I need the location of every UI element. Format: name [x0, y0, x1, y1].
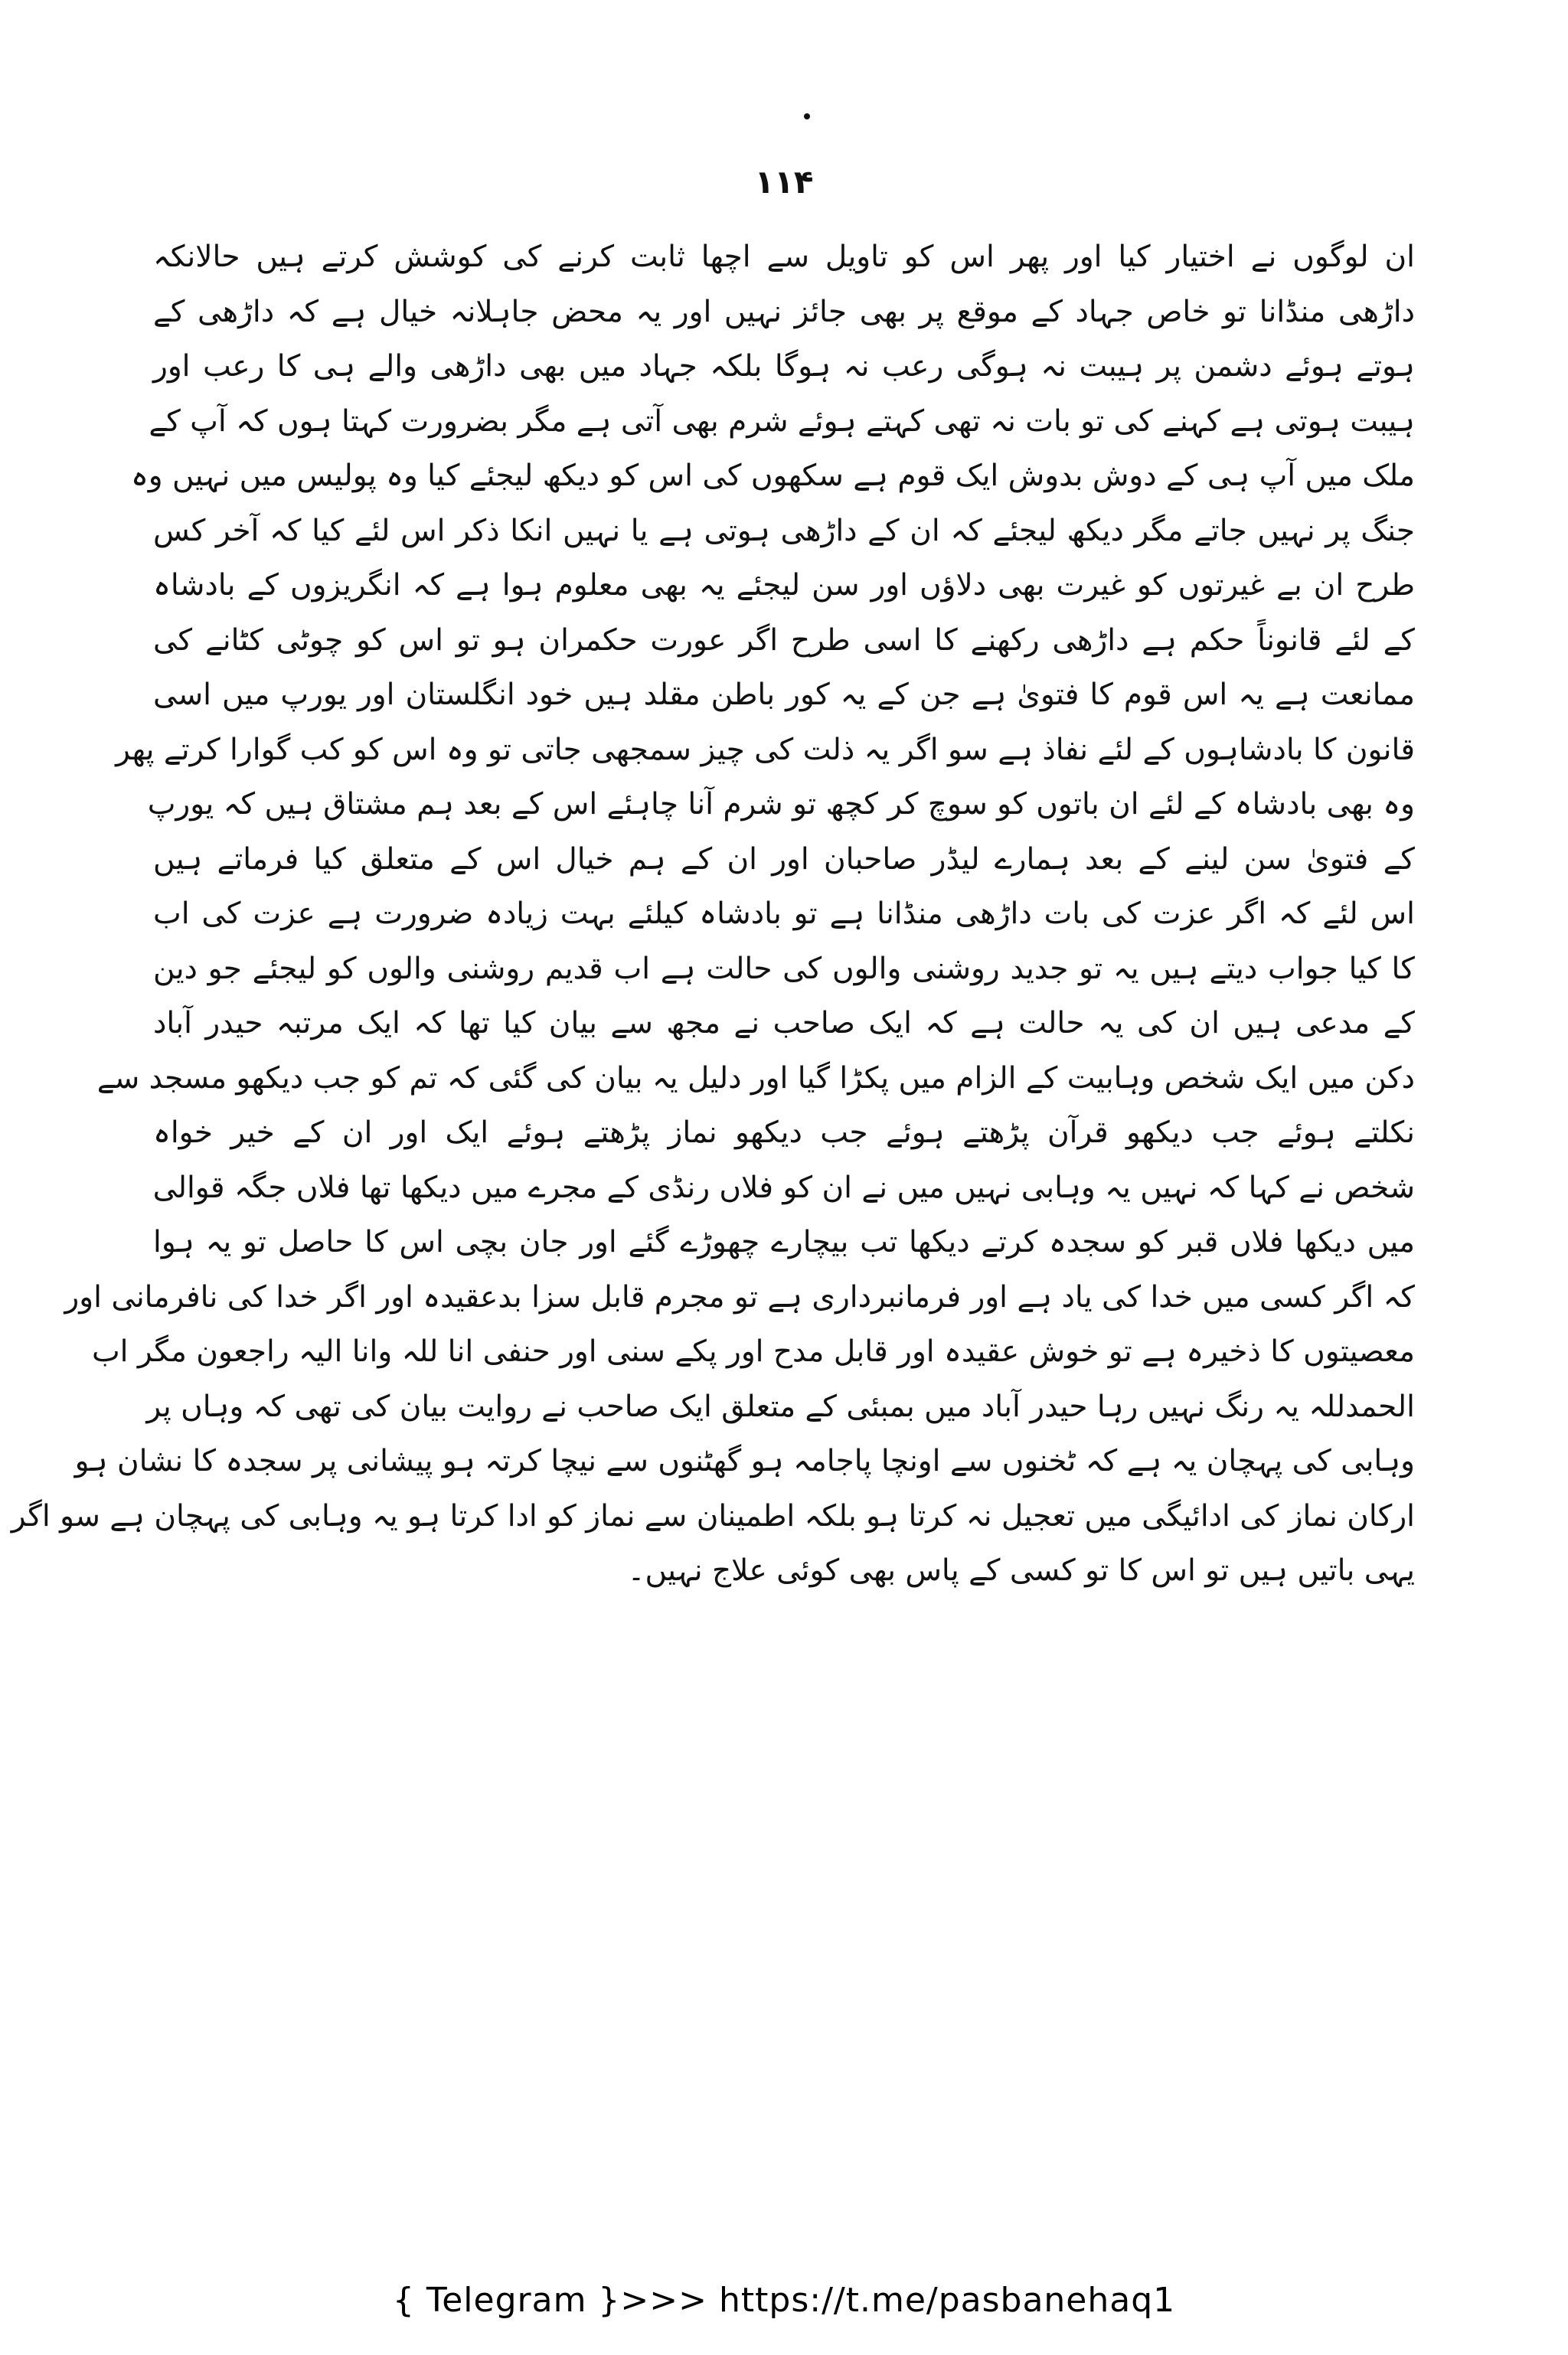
text-line: ان لوگوں نے اختیار کیا اور پھر اس کو تاویل سے اچھا ثابت کرنے کی کوشش کرتے ہیں حالانکہ — [153, 240, 1415, 274]
text-line: وہ بھی بادشاہ کے لئے ان باتوں کو سوچ کر کچھ تو شرم آنا چاہئے اس کے بعد ہم مشتاق ہیں کہ یورپ — [147, 787, 1415, 821]
text-line: اس لئے کہ اگر عزت کی بات داڑھی منڈانا ہے تو بادشاہ کیلئے بہت زیادہ ضرورت ہے عزت کی اب — [153, 897, 1415, 931]
body-text — [11, 230, 1415, 1599]
text-line: ارکان نماز کی ادائیگی میں تعجیل نہ کرتا ہو بلکہ اطمینان سے نماز کو ادا کرتا ہو یہ وہابی کی پہچان ہے سو اگر — [11, 1498, 1415, 1534]
text-line: کے لئے قانوناً حکم ہے داڑھی رکھنے کا اسی طرح اگر عورت حکمران ہو تو اس کو چوٹی کٹانے کی — [153, 622, 1415, 658]
text-line: الحمدللہ یہ رنگ نہیں رہا حیدر آباد میں بمبئی کے متعلق ایک صاحب نے روایت بیان کی تھی کہ وہاں پر — [146, 1389, 1415, 1424]
page-number: ۱۱۴ — [754, 163, 814, 201]
text-line: جنگ پر نہیں جاتے مگر دیکھ لیجئے کہ ان کے داڑھی ہوتی ہے یا نہیں انکا ذکر اس لئے کیا کہ آخر کس — [153, 513, 1415, 548]
text-line: کہ اگر کسی میں خدا کی یاد ہے اور فرمانبرداری ہے تو مجرم قابل سزا بدعقیدہ اور اگر خدا کی نافرمانی اور — [64, 1279, 1415, 1315]
telegram-footer-link[interactable]: { Telegram }>>> https://t.me/pasbanehaq1 — [392, 2281, 1176, 2320]
text-line: نکلتے ہوئے جب دیکھو قرآن پڑھتے ہوئے جب دیکھو نماز پڑھتے ہوئے ایک اور ان کے خیر خواہ — [153, 1115, 1415, 1150]
text-line: وہابی کی پہچان یہ ہے کہ ٹخنوں سے اونچا پاجامہ ہو گھٹنوں سے نیچا کرتہ ہو پیشانی پر سجدہ کا نشان ہو — [74, 1444, 1415, 1478]
text-line: میں دیکھا فلاں قبر کو سجدہ کرتے دیکھا تب بیچارے چھوڑے گئے اور جان بچی اس کا حاصل تو یہ ہوا — [153, 1225, 1415, 1259]
text-line: ہیبت ہوتی ہے کہنے کی تو بات نہ تھی کہتے ہوئے شرم بھی آتی ہے مگر بضرورت کہتا ہوں کہ آپ کے — [149, 403, 1415, 439]
text-line: ملک میں آپ ہی کے دوش بدوش ایک قوم ہے سکھوں کی اس کو دیکھ لیجئے کیا وہ پولیس میں نہیں وہ — [130, 459, 1415, 493]
text-line: ہوتے ہوئے دشمن پر ہیبت نہ ہوگی رعب نہ ہوگا بلکہ جہاد میں بھی داڑھی والے ہی کا رعب اور — [153, 349, 1415, 384]
text-line: یہی باتیں ہیں تو اس کا تو کسی کے پاس بھی کوئی علاج نہیں۔ — [627, 1553, 1415, 1588]
text-line: کا کیا جواب دیتے ہیں یہ تو جدید روشنی والوں کی حالت ہے اب قدیم روشنی والوں کو لیجئے جو دین — [153, 951, 1415, 986]
text-line: شخص نے کہا کہ نہیں یہ وہابی نہیں میں نے ان کو فلاں رنڈی کے مجرے میں دیکھا تھا فلاں جگہ قوالی — [152, 1170, 1415, 1205]
text-line: طرح ان بے غیرتوں کو غیرت بھی دلاؤں اور سن لیجئے یہ بھی معلوم ہوا ہے کہ انگریزوں کے بادشاہ — [153, 568, 1415, 603]
text-line: کے فتویٰ سن لینے کے بعد ہمارے لیڈر صاحبان اور ان کے ہم خیال اس کے متعلق کیا فرماتے ہیں — [153, 841, 1415, 877]
text-line: قانون کا بادشاہوں کے لئے نفاذ ہے سو اگر یہ ذلت کی چیز سمجھی جاتی تو وہ اس کو کب گوارا کرتے پھر — [116, 732, 1415, 767]
text-line: ممانعت ہے یہ اس قوم کا فتویٰ ہے جن کے یہ کور باطن مقلد ہیں خود انگلستان اور یورپ میں اسی — [153, 678, 1415, 712]
text-line: داڑھی منڈانا تو خاص جہاد کے موقع پر بھی جائز نہیں اور یہ محض جاہلانہ خیال ہے کہ داڑھی کے — [153, 294, 1415, 329]
text-line: معصیتوں کا ذخیرہ ہے تو خوش عقیدہ اور قابل مدح اور پکے سنی اور حنفی انا للہ وانا الیہ راجعون مگر اب — [91, 1334, 1415, 1369]
ink-dot — [804, 113, 810, 119]
text-line: دکن میں ایک شخص وہابیت کے الزام میں پکڑا گیا اور دلیل یہ بیان کی گئی کہ تم کو جب دیکھو مسجد سے — [96, 1060, 1415, 1096]
text-line: کے مدعی ہیں ان کی یہ حالت ہے کہ ایک صاحب نے مجھ سے بیان کیا تھا کہ ایک مرتبہ حیدر آباد — [153, 1006, 1415, 1040]
